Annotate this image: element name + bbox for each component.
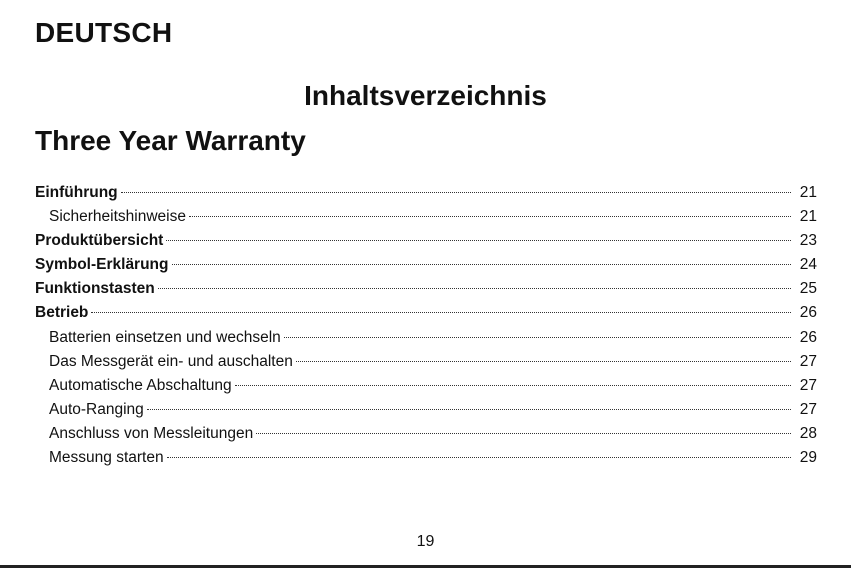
toc-dot-leader: [235, 385, 791, 386]
toc-entry: [35, 351, 817, 375]
toc-entry-page: 26: [799, 328, 817, 346]
toc-entry-label: Betrieb: [35, 304, 89, 322]
toc-entry-page: 23: [799, 232, 817, 250]
toc-entry: [35, 254, 817, 278]
warranty-heading: Three Year Warranty: [35, 125, 306, 156]
toc-entry-page: 26: [799, 304, 817, 322]
page-number: [0, 532, 851, 552]
toc-entry-page: 21: [799, 208, 817, 226]
toc-entry-page: 24: [799, 256, 817, 274]
toc-entry: [35, 327, 817, 351]
toc-dot-leader: [284, 337, 791, 338]
toc-entry-label: Symbol-Erklärung: [35, 256, 169, 274]
toc-entry-label: Messung starten: [49, 449, 164, 467]
toc-entry: [35, 423, 817, 447]
toc-title-text: Inhaltsverzeichnis: [304, 80, 547, 111]
toc-entry-page: 27: [799, 352, 817, 370]
toc-entry: [35, 230, 817, 254]
toc-entry-label: Auto-Ranging: [49, 400, 144, 418]
toc-dot-leader: [91, 312, 791, 313]
toc-entry: [35, 447, 817, 471]
toc-entry-page: 28: [799, 424, 817, 442]
toc-dot-leader: [147, 409, 791, 410]
toc-entry-label: Produktübersicht: [35, 232, 164, 250]
toc-entry: [35, 302, 817, 326]
language-heading: DEUTSCH: [35, 17, 173, 48]
toc-entry-label: Batterien einsetzen und wechseln: [49, 328, 281, 346]
page-number-text: 19: [416, 533, 435, 550]
toc-entry: [35, 375, 817, 399]
toc-dot-leader: [121, 192, 791, 193]
toc-entry-page: 21: [799, 184, 817, 201]
toc-entry-label: Anschluss von Messleitungen: [49, 424, 254, 442]
toc-entry: [35, 399, 817, 423]
toc-entry-page: 27: [799, 376, 817, 394]
toc-title: [0, 78, 851, 114]
toc-entry-label: Das Messgerät ein- und auschalten: [49, 352, 293, 370]
toc-dot-leader: [172, 264, 792, 265]
toc-dot-leader: [296, 361, 791, 362]
toc-entry: [35, 206, 817, 230]
toc-entry: [35, 278, 817, 302]
toc-entry-page: 29: [799, 449, 817, 467]
toc-dot-leader: [256, 433, 791, 434]
toc-dot-leader: [166, 240, 791, 241]
table-of-contents: [35, 182, 817, 471]
toc-dot-leader: [167, 457, 791, 458]
toc-entry-label: Einführung: [35, 184, 118, 201]
toc-entry-page: 27: [799, 400, 817, 418]
toc-entry-page: 25: [799, 280, 817, 298]
toc-dot-leader: [189, 216, 791, 217]
toc-entry-label: Automatische Abschaltung: [49, 376, 232, 394]
toc-entry-label: Funktionstasten: [35, 280, 155, 298]
toc-entry-label: Sicherheitshinweise: [49, 208, 186, 226]
toc-entry: [35, 182, 817, 206]
toc-dot-leader: [158, 288, 791, 289]
